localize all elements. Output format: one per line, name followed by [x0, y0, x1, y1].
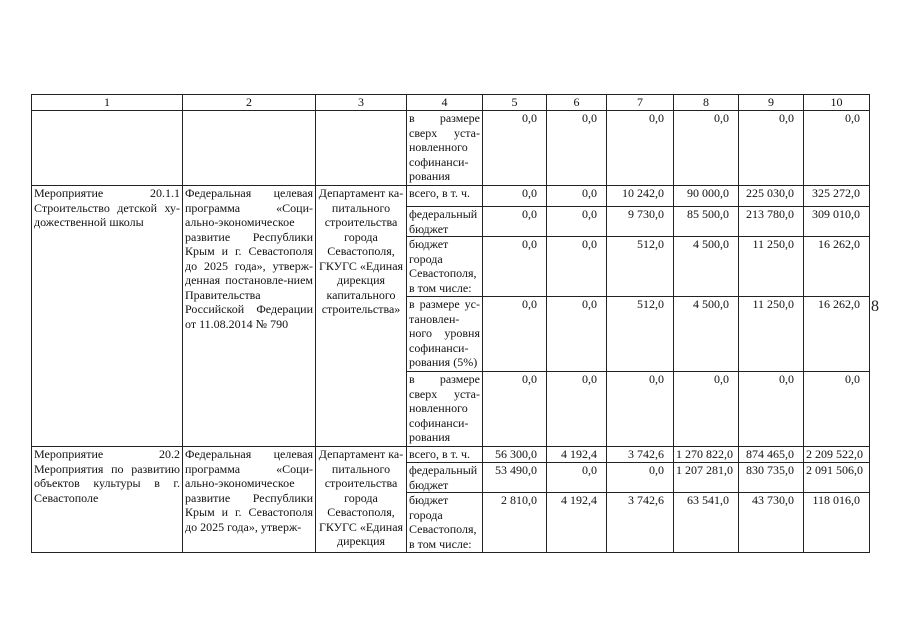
header-cell: 5: [483, 95, 547, 111]
value-cell: 118 016,0: [804, 493, 870, 553]
value-cell: 2 209 522,0: [804, 447, 870, 463]
value-cell: 0,0: [547, 111, 607, 186]
executor-cell: Департамент ка-питального строительства города Севастополя, ГКУГС «Единая дирекция: [316, 447, 407, 553]
value-cell: 0,0: [483, 297, 547, 372]
funding-source-cell: всего, в т. ч.: [407, 186, 483, 207]
value-cell: 56 300,0: [483, 447, 547, 463]
funding-source-cell: федеральный бюджет: [407, 207, 483, 237]
value-cell: 0,0: [483, 237, 547, 297]
value-cell: 1 207 281,0: [674, 463, 739, 493]
value-cell: 213 780,0: [739, 207, 804, 237]
value-cell: 16 262,0: [804, 297, 870, 372]
table-row: [32, 186, 870, 207]
measure-cell: Мероприятие 20.1.1 Строительство детской ху-дожественной школы: [32, 186, 183, 447]
value-cell: 325 272,0: [804, 186, 870, 207]
page-number: 8: [871, 298, 879, 315]
value-cell: 0,0: [547, 297, 607, 372]
value-cell: 874 465,0: [739, 447, 804, 463]
value-cell: 830 735,0: [739, 463, 804, 493]
funding-source-cell: всего, в т. ч.: [407, 447, 483, 463]
funding-source-cell: федеральный бюджет: [407, 463, 483, 493]
budget-table: [31, 94, 870, 553]
value-cell: 43 730,0: [739, 493, 804, 553]
value-cell: 0,0: [739, 111, 804, 186]
program-cell: [183, 111, 316, 186]
value-cell: 11 250,0: [739, 297, 804, 372]
value-cell: 11 250,0: [739, 237, 804, 297]
value-cell: 0,0: [483, 207, 547, 237]
header-cell: 3: [316, 95, 407, 111]
value-cell: 3 742,6: [607, 447, 674, 463]
executor-cell: [316, 111, 407, 186]
value-cell: 0,0: [804, 111, 870, 186]
value-cell: 512,0: [607, 237, 674, 297]
value-cell: 0,0: [547, 207, 607, 237]
header-cell: 8: [674, 95, 739, 111]
value-cell: 4 500,0: [674, 237, 739, 297]
value-cell: 0,0: [674, 372, 739, 447]
header-cell: 7: [607, 95, 674, 111]
value-cell: 85 500,0: [674, 207, 739, 237]
value-cell: 0,0: [547, 237, 607, 297]
value-cell: 309 010,0: [804, 207, 870, 237]
table-row: [32, 111, 870, 186]
value-cell: 0,0: [483, 111, 547, 186]
value-cell: 0,0: [547, 463, 607, 493]
header-cell: 9: [739, 95, 804, 111]
value-cell: 0,0: [739, 372, 804, 447]
funding-source-cell: бюджет города Севастополя, в том числе:: [407, 237, 483, 297]
value-cell: 3 742,6: [607, 493, 674, 553]
funding-source-cell: в размере ус-тановлен-ного уровня софинанси-рования (5%): [407, 297, 483, 372]
header-cell: 10: [804, 95, 870, 111]
header-cell: 2: [183, 95, 316, 111]
value-cell: 0,0: [607, 463, 674, 493]
value-cell: 0,0: [547, 186, 607, 207]
value-cell: 1 270 822,0: [674, 447, 739, 463]
value-cell: 0,0: [607, 372, 674, 447]
value-cell: 0,0: [607, 111, 674, 186]
value-cell: 512,0: [607, 297, 674, 372]
program-cell: Федеральная целевая программа «Соци-ально-экономическое развитие Республики Крым и г. Севастополя до 2025 года», утверж-: [183, 447, 316, 553]
value-cell: 63 541,0: [674, 493, 739, 553]
value-cell: 2 810,0: [483, 493, 547, 553]
funding-source-cell: в размере сверх уста-новленного софинанси-рования: [407, 111, 483, 186]
measure-cell: [32, 111, 183, 186]
header-cell: 4: [407, 95, 483, 111]
value-cell: 9 730,0: [607, 207, 674, 237]
funding-source-cell: бюджет города Севастополя, в том числе:: [407, 493, 483, 553]
value-cell: 4 500,0: [674, 297, 739, 372]
value-cell: 0,0: [547, 372, 607, 447]
value-cell: 90 000,0: [674, 186, 739, 207]
value-cell: 0,0: [804, 372, 870, 447]
value-cell: 0,0: [483, 186, 547, 207]
header-cell: 1: [32, 95, 183, 111]
header-row: [32, 95, 870, 111]
value-cell: 16 262,0: [804, 237, 870, 297]
value-cell: 225 030,0: [739, 186, 804, 207]
table-row: [32, 447, 870, 463]
header-cell: 6: [547, 95, 607, 111]
value-cell: 2 091 506,0: [804, 463, 870, 493]
executor-cell: Департамент ка-питального строительства города Севастополя, ГКУГС «Единая дирекция капитального строительства»: [316, 186, 407, 447]
value-cell: 53 490,0: [483, 463, 547, 493]
value-cell: 10 242,0: [607, 186, 674, 207]
measure-cell: Мероприятие 20.2 Мероприятия по развитию объектов культуры в г. Севастополе: [32, 447, 183, 553]
program-cell: Федеральная целевая программа «Соци-ально-экономическое развитие Республики Крым и г. Севастополя до 2025 года», утверж-денная постановле-нием Правительства Российской Федерации от 11.08.2014 № 790: [183, 186, 316, 447]
value-cell: 0,0: [483, 372, 547, 447]
value-cell: 0,0: [674, 111, 739, 186]
value-cell: 4 192,4: [547, 493, 607, 553]
funding-source-cell: в размере сверх уста-новленного софинанси-рования: [407, 372, 483, 447]
value-cell: 4 192,4: [547, 447, 607, 463]
